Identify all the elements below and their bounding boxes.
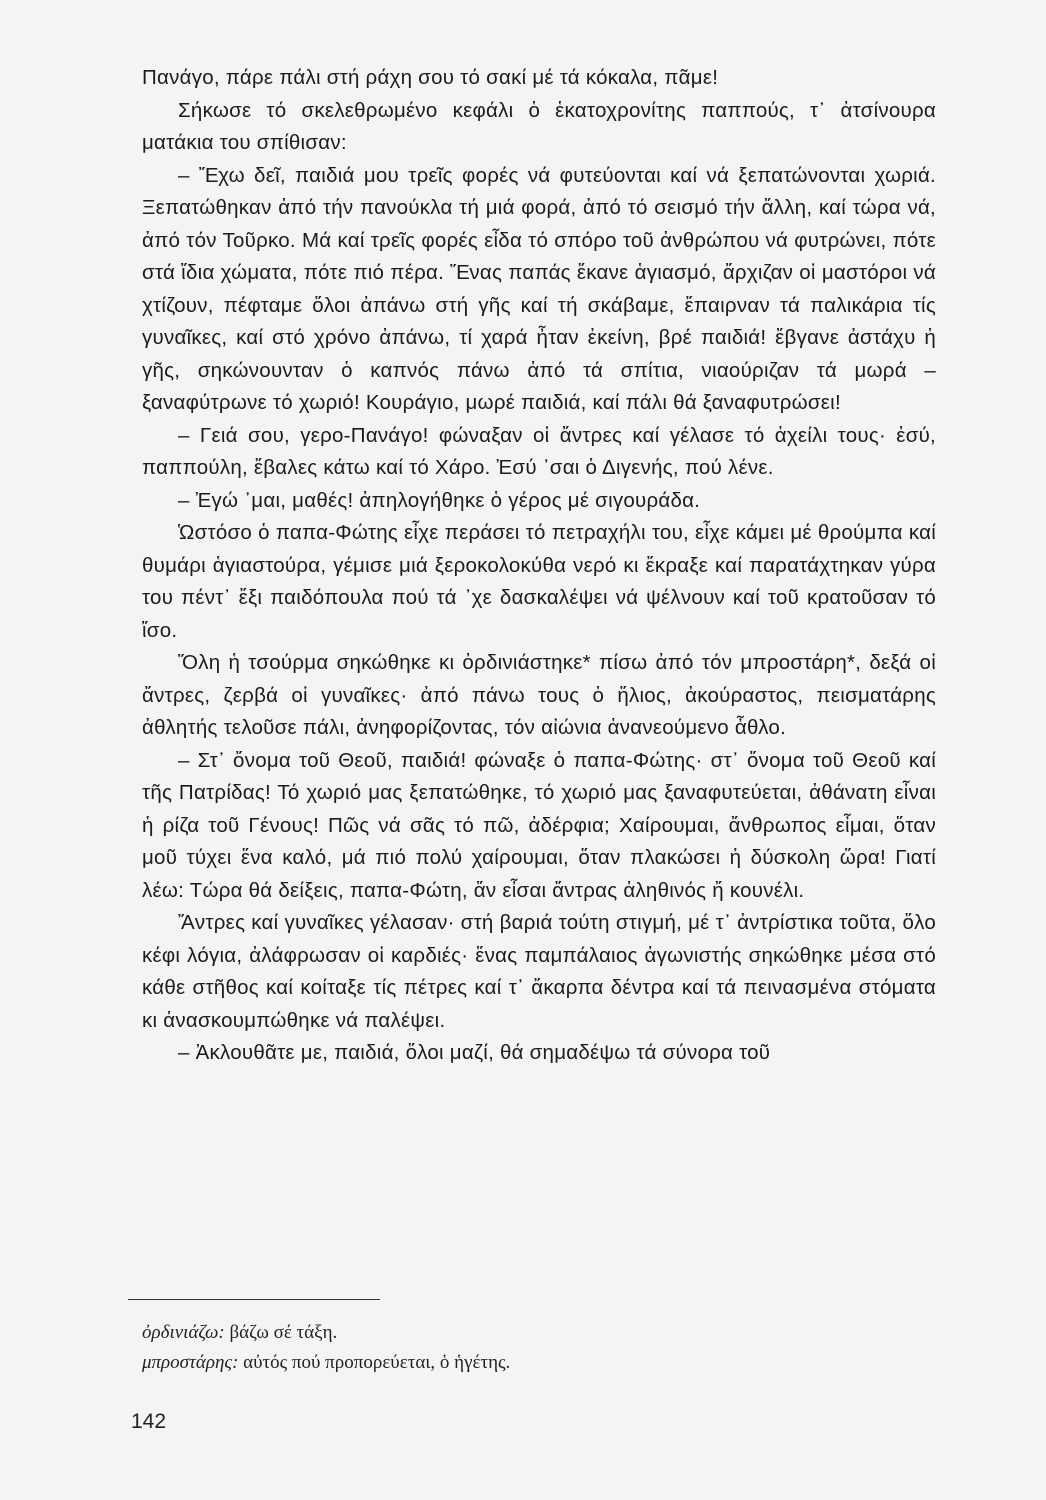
paragraph-1: Πανάγο, πάρε πάλι στή ράχη σου τό σακί μέ τά κόκαλα, πᾶμε! bbox=[142, 66, 719, 89]
footnote-definition: αὐτός πού προπορεύεται, ὁ ἡγέτης. bbox=[243, 1352, 511, 1373]
paragraph-3: – Ἔχω δεῖ, παιδιά μου τρεῖς φορές νά φυτεύονται καί νά ξεπατώνονται χωριά. Ξεπατώθηκαν ἀπό τήν πανούκλα τή μιά φορά, ἀπό τό σεισμό τήν ἄλλη, καί τώρα νά, ἀπό τόν Τοῦρκο. Μά καί τρεῖς φορές εἶδα τό σπόρο τοῦ ἀνθρώπου νά φυτρώνει, πότε στά ἴδια χώματα, πότε πιό πέρα. Ἕνας παπάς ἔκανε ἁγιασμό, ἄρχιζαν οἱ μαστόροι νά χτίζουν, πέφταμε ὅλοι ἀπάνω στή γῆς καί τή σκάβαμε, ἔπαιρναν τά παλικάρια τίς γυναῖκες, καί στό χρόνο ἀπάνω, τί χαρά ἦταν ἐκείνη, βρέ παιδιά! ἔβγανε ἀστάχυ ἡ γῆς, σηκώνουνταν ὁ καπνός πάνω ἀπό τά σπίτια, νιαούριζαν τά μωρά – ξαναφύτρωνε τό χωριό! Κουράγιο, μωρέ παιδιά, καί πάλι θά ξαναφυτρώσει! bbox=[142, 163, 936, 414]
footnote-term: ὀρδινιάζω: bbox=[142, 1322, 225, 1343]
footnote-1 bbox=[142, 1318, 842, 1348]
paragraph-10: – Ἀκλουθᾶτε με, παιδιά, ὅλοι μαζί, θά σημαδέψω τά σύνορα τοῦ bbox=[178, 1041, 771, 1064]
footnote-divider bbox=[128, 1299, 380, 1300]
paragraph-9: Ἄντρες καί γυναῖκες γέλασαν· στή βαριά τούτη στιγμή, μέ τ᾽ ἀντρίστικα τοῦτα, ὅλο κέφι λόγια, ἀλάφρωσαν οἱ καρδιές· ἕνας παμπάλαιος ἀγωνιστής σηκώθηκε μέσα στό κάθε στῆθος καί κοίταξε τίς πέτρες καί τ᾽ ἄκαρπα δέντρα καί τά πεινασμένα στόματα κι ἀνασκουμπώθηκε νά παλέψει. bbox=[142, 911, 936, 1032]
paragraph-5: – Ἐγώ ᾽μαι, μαθές! ἀπηλογήθηκε ὁ γέρος μέ σιγουράδα. bbox=[178, 488, 701, 512]
footnote-2 bbox=[142, 1348, 842, 1378]
paragraph-8: – Στ᾽ ὄνομα τοῦ Θεοῦ, παιδιά! φώναξε ὁ παπα-Φώτης· στ᾽ ὄνομα τοῦ Θεοῦ καί τῆς Πατρίδας! Τό χωριό μας ξεπατώθηκε, τό χωριό μας ξαναφυτεύεται, ἀθάνατη εἶναι ἡ ρίζα τοῦ Γένους! Πῶς νά σᾶς τό πῶ, ἀδέρφια; Χαίρουμαι, ἄνθρωπος εἶμαι, ὅταν μοῦ τύχει ἕνα καλό, μά πιό πολύ χαίρουμαι, ὅταν πλακώσει ἡ δύσκολη ὥρα! Γιατί λέω: Τώρα θά δείξεις, παπα-Φώτη, ἄν εἶσαι ἄντρας ἀληθινός ἤ κουνέλι. bbox=[142, 748, 936, 902]
footnote-definition: βάζω σέ τάξη. bbox=[229, 1322, 338, 1343]
paragraph-7: Ὅλη ἡ τσούρμα σηκώθηκε κι ὀρδινιάστηκε* πίσω ἀπό τόν μπροστάρη*, δεξά οἱ ἄντρες, ζερβά οἱ γυναῖκες· ἀπό πάνω τους ὁ ἥλιος, ἀκούραστος, πεισματάρης ἀθλητής τελοῦσε πάλι, ἀνηφορίζοντας, τόν αἰώνια ἀνανεούμενο ἆθλο. bbox=[142, 651, 936, 739]
paragraph-6: Ὡστόσο ὁ παπα-Φώτης εἶχε περάσει τό πετραχήλι του, εἶχε κάμει μέ θρούμπα καί θυμάρι ἁγιαστούρα, γέμισε μιά ξεροκολοκύθα νερό κι ἔκραξε καί παρατάχτηκαν γύρα του πέντ᾽ ἔξι παιδόπουλα πού τά ᾽χε δασκαλέψει νά ψέλνουν καί τοῦ κρατοῦσαν τό ἴσο. bbox=[142, 521, 936, 642]
paragraph-4: – Γειά σου, γερο-Πανάγο! φώναξαν οἱ ἄντρες καί γέλασε τό ἀχείλι τους· ἐσύ, παππούλη, ἔβαλες κάτω καί τό Χάρο. Ἐσύ ᾽σαι ὁ Διγενής, πού λένε. bbox=[142, 423, 936, 479]
footnote-term: μπροστάρης: bbox=[142, 1352, 239, 1373]
footnotes bbox=[142, 1318, 842, 1378]
page-number: 142 bbox=[131, 1410, 167, 1433]
main-text bbox=[142, 62, 936, 1070]
paragraph-2: Σήκωσε τό σκελεθρωμένο κεφάλι ὁ ἑκατοχρονίτης παππούς, τ᾽ ἀτσίνουρα ματάκια του σπίθισαν: bbox=[142, 98, 936, 154]
